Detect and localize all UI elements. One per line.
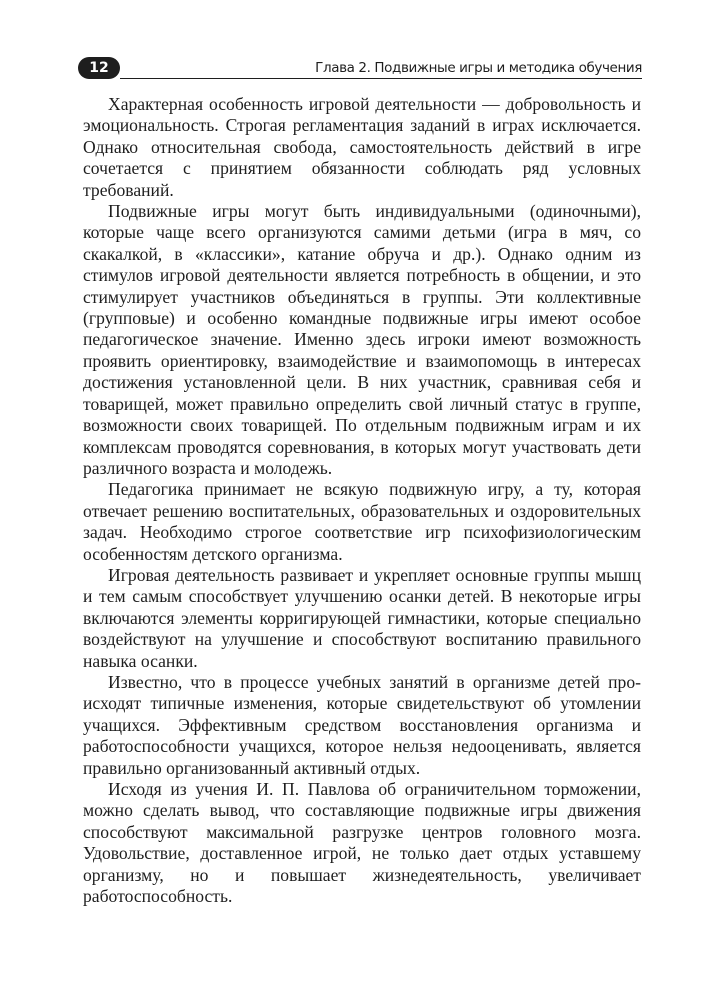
paragraph: Подвижные игры могут быть индивидуальными (одиночными), которые чаще всего организуются самими детьми (игра в мяч, со скакалкой, в «классики», катание обруча и др.). Однако одним из стимулов игровой деятельности является потребность в общении, и это стимулирует участников объединяться в группы. Эти коллективные (групповые) и особенно командные подвижные игры имеют особое педагогическое значение. Именно здесь игроки имеют возможность проявить ориентировку, взаимодействие и взаимопомощь в интересах достижения установленной цели. В них участник, сравнивая себя и товарищей, может правильно определить свой личный статус в группе, возможности своих товарищей. По отдельным подвижным играм и их комплексам проводятся соревнования, в которых могут участвовать дети различного возраста и молодежь.: [83, 201, 641, 478]
page-header: [78, 57, 642, 83]
running-title: Глава 2. Подвижные игры и методика обучения: [315, 60, 642, 76]
body-text: [83, 94, 641, 907]
paragraph: Педагогика принимает не всякую подвижную игру, а ту, которая отвечает решению воспитательных, образовательных и оздоровительных задач. Необходимо строгое соответствие игр психофизиологическим особенностям детского организма.: [83, 479, 641, 564]
paragraph: Известно, что в процессе учебных занятий в организме детей происходят типичные изменения, которые свидетельствуют об утомлении учащихся. Эффективным средством восстановления организма и работоспособности учащихся, которое нельзя недооценивать, является правильно организованный активный отдых.: [83, 671, 641, 778]
paragraph: Исходя из учения И. П. Павлова об ограничительном торможении, можно сделать вывод, что составляющие подвижные игры движения способствуют максимальной разгрузке центров головного мозга. Удовольствие, доставленное игрой, не только дает отдых уставшему организму, но и повышает жизнедеятельность, увеличивает работоспособность.: [83, 779, 641, 907]
header-rule: [120, 78, 642, 79]
page-number-badge: 12: [78, 57, 120, 79]
paragraph: Характерная особенность игровой деятельности — добровольность и эмоциональность. Строгая регламентация заданий в играх исключается. Однако относительная свобода, самостоятельность действий в игре сочетается с принятием обязанности соблюдать ряд условных требований.: [83, 94, 641, 200]
paragraph: Игровая деятельность развивает и укрепляет основные группы мышц и тем самым способствует улучшению осанки детей. В некоторые игры включаются элементы корригирующей гимнастики, которые специально воздействуют на улучшение и способствуют воспитанию правильного навыка осанки.: [83, 564, 641, 671]
